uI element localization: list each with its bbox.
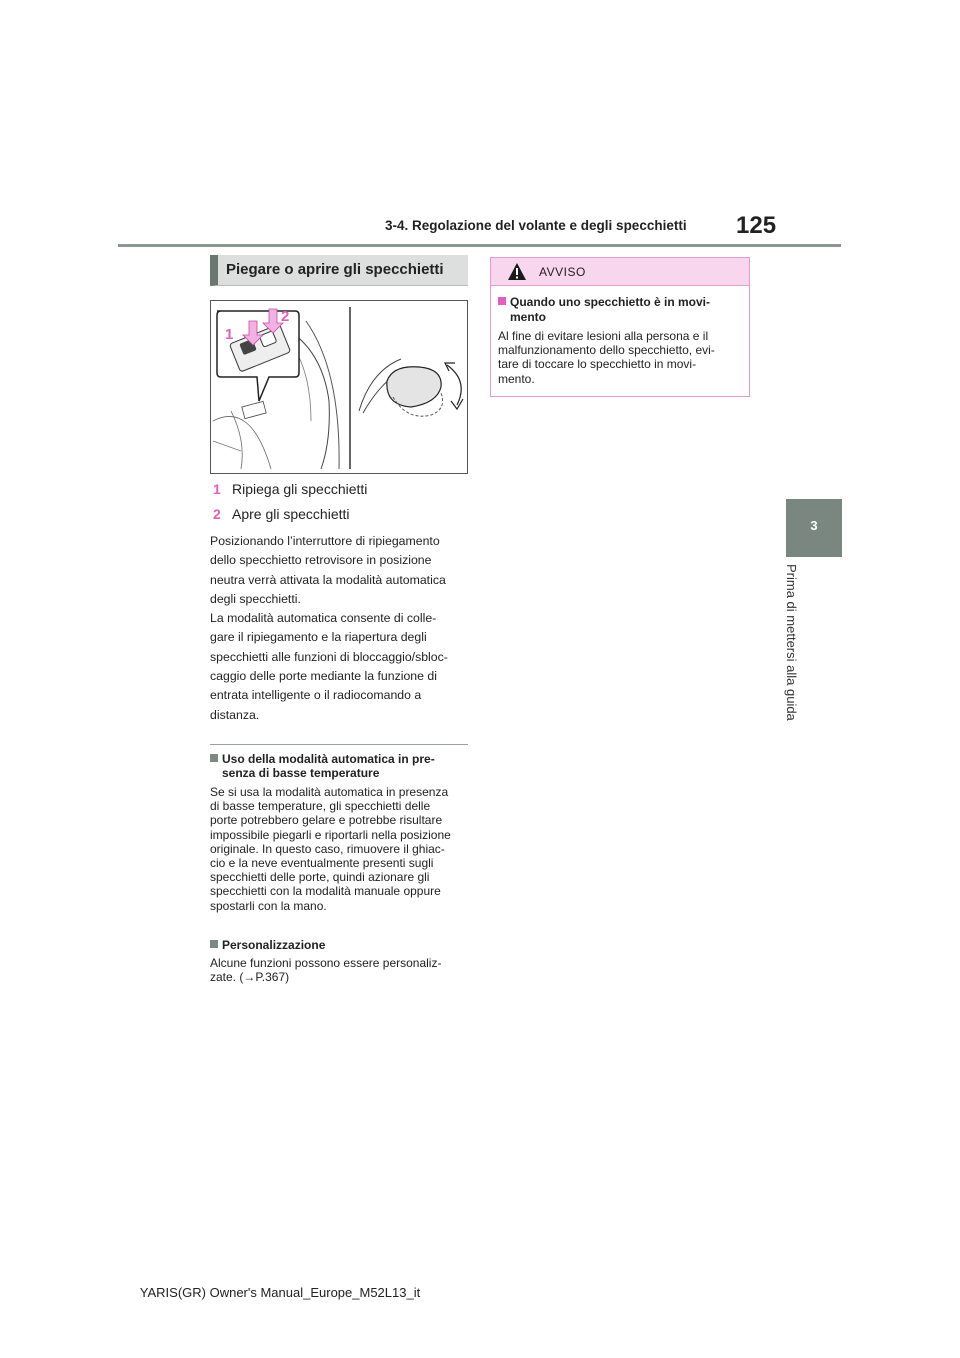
page-footer [0,1284,960,1302]
text-line: spostarli con la mano. [210,898,327,913]
warning-subtitle [498,295,710,324]
subsection-title-line: Personalizzazione [222,938,326,952]
text-line: degli specchietti. [210,591,301,606]
text-line: entrata intelligente o il radiocomando a [210,688,422,703]
section-heading-text: Piegare o aprire gli specchietti [226,261,444,278]
header-rule [118,244,841,247]
subsection-title-low-temp [210,752,435,780]
text-line: cio e la neve eventualmente presenti sugli [210,856,434,871]
chapter-title: Prima di mettersi alla guida [784,564,799,721]
intro-paragraph [210,532,470,725]
page-reference-link[interactable]: zate. (→P.367) [210,970,290,985]
subsection-title-custom [210,938,325,952]
text-line: tare di toccare lo specchietto in movi- [498,357,697,372]
step-number: 2 [213,506,221,522]
step-number: 1 [213,481,221,497]
text-line: impossibile piegarli e riportarli nella posizione [210,827,451,842]
warning-label: AVVISO [539,265,586,279]
warning-header [491,258,749,286]
text-line: originale. In questo caso, rimuovere il ghiac- [210,841,445,856]
custom-body [210,956,468,984]
chapter-title-vertical [784,564,806,744]
step-1 [213,481,367,497]
square-bullet-icon [498,297,506,305]
text-line: Posizionando l’interruttore di ripiegamento [210,534,440,548]
subsection-title-line: Uso della modalità automatica in pre- [222,752,435,766]
text-line: Alcune funzioni possono essere personaliz- [210,956,442,970]
text-line: Se si usa la modalità automatica in presenza [210,785,449,799]
section-heading [210,255,468,286]
text-line: specchietti con la modalità manuale oppure [210,884,441,899]
text-line: porte potrebbero gelare e potrebbe risultare [210,813,443,828]
text-line: di basse temperature, gli specchietti delle [210,799,431,814]
mirror-illustration-drawing [211,301,467,473]
square-bullet-icon [210,940,218,948]
step-text: Ripiega gli specchietti [232,481,368,497]
callout-number-1: 1 [225,326,234,343]
text-line: mento. [498,371,535,386]
text-line: neutra verrà attivata la modalità automatica [210,572,446,587]
subsection-title-line: senza di basse temperature [222,766,380,780]
warning-body [498,329,715,386]
text-line: malfunzionamento dello specchietto, evi- [498,343,715,358]
warning-box [490,257,750,397]
square-bullet-icon [210,754,218,762]
mirror-fold-illustration [210,300,468,474]
warning-subtitle-line: Quando uno specchietto è in movi- [510,295,711,309]
low-temp-body [210,785,468,913]
header-section-title: 3-4. Regolazione del volante e degli specchietti [385,218,687,233]
text-line: dello specchietto retrovisore in posizione [210,553,432,568]
text-line: distanza. [210,707,260,722]
text-line: specchietti alle funzioni di bloccaggio/sbloc- [210,649,448,664]
page-number: 125 [736,212,777,239]
warning-subtitle-line: mento [510,309,546,324]
text-line: Al fine di evitare lesioni alla persona e il [498,329,709,343]
step-2 [213,506,350,522]
warning-triangle-icon [507,262,527,281]
footer-text: YARIS(GR) Owner's Manual_Europe_M52L13_it [139,1285,421,1300]
text-line: caggio delle porte mediante la funzione di [210,669,437,684]
chapter-number: 3 [810,518,818,533]
step-text: Apre gli specchietti [232,506,350,522]
text-line: La modalità automatica consente di colle- [210,611,437,626]
callout-number-2: 2 [281,308,290,325]
text-line: specchietti delle porte, quindi azionare gli [210,870,430,885]
section-divider [210,744,468,745]
text-line: gare il ripiegamento e la riapertura degli [210,630,427,645]
